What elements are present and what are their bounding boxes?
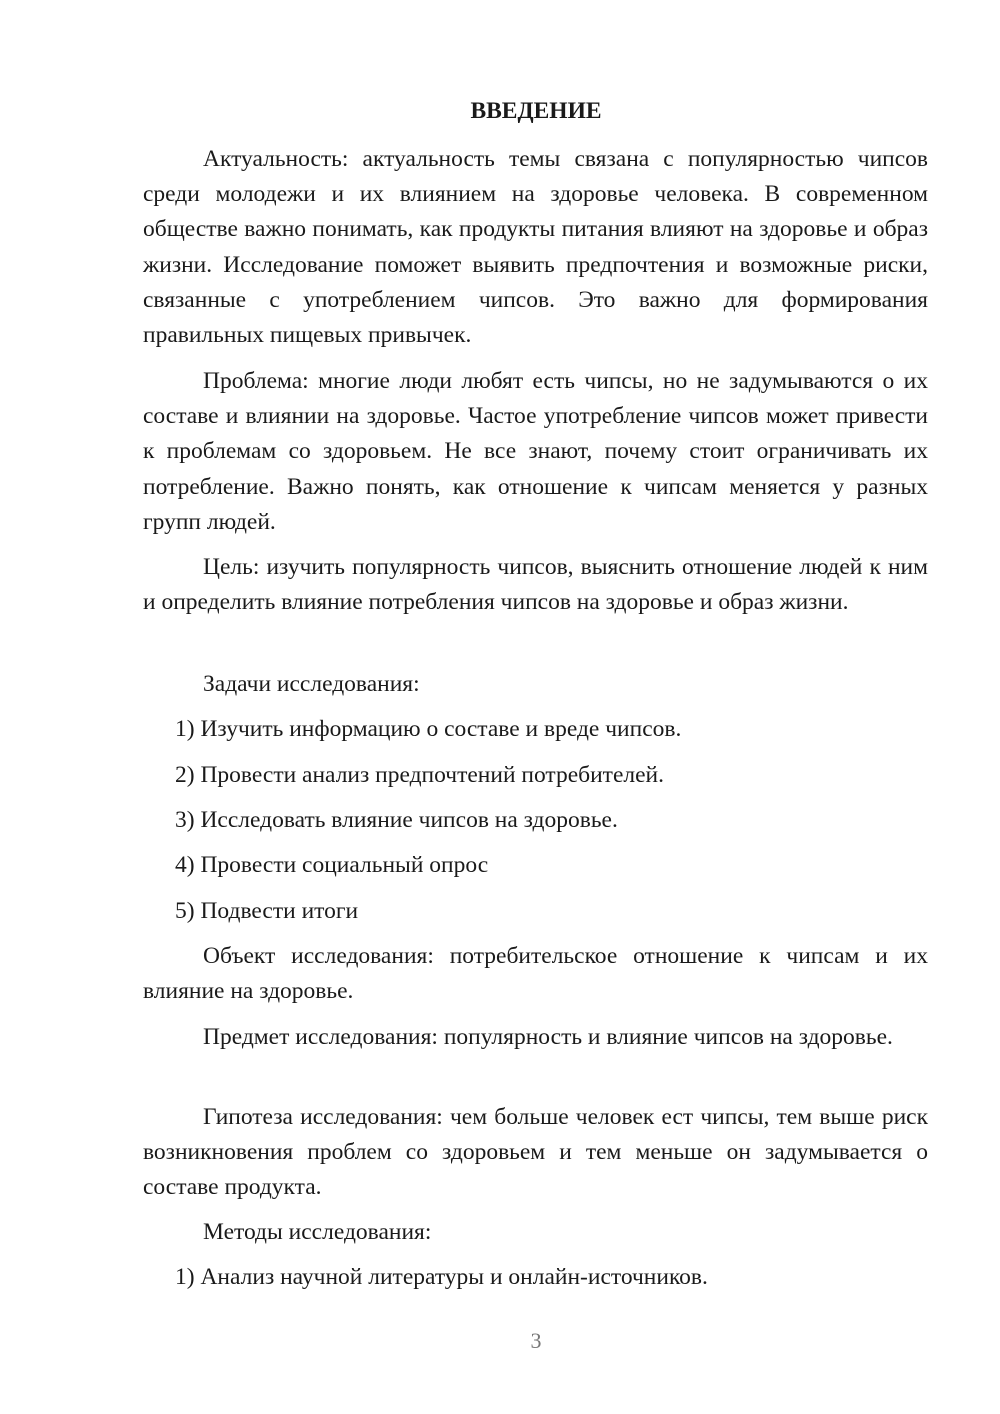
task-item-1: 1) Изучить информацию о составе и вреде чипсов.: [175, 716, 682, 742]
task-item-3: 3) Исследовать влияние чипсов на здоровье.: [175, 807, 618, 833]
page-number: 3: [530, 1328, 542, 1353]
tasks-heading: Задачи исследования:: [203, 671, 420, 697]
methods-heading: Методы исследования:: [203, 1219, 432, 1245]
method-item-1: 1) Анализ научной литературы и онлайн-источников.: [175, 1264, 708, 1290]
goal-paragraph: Цель: изучить популярность чипсов, выяснить отношение людей к ним и определить влияние потребления чипсов на здоровье и образ жизни.: [143, 554, 928, 616]
object-paragraph: Объект исследования: потребительское отношение к чипсам и их влияние на здоровье.: [143, 943, 928, 1005]
page-title: ВВЕДЕНИЕ: [470, 98, 602, 124]
subject-paragraph: Предмет исследования: популярность и влияние чипсов на здоровье.: [203, 1024, 893, 1050]
task-item-5: 5) Подвести итоги: [175, 898, 359, 924]
relevance-paragraph: Актуальность: актуальность темы связана с популярностью чипсов среди молодежи и их влиянием на здоровье человека. В современном обществе важно понимать, как продукты питания влияют на здоровье и образ жизни. Исследование поможет выявить предпочтения и возможные риски, связанные с употреблением чипсов. Это важно для формирования правильных пищевых привычек.: [143, 146, 928, 349]
hypothesis-paragraph: Гипотеза исследования: чем больше человек ест чипсы, тем выше риск возникновения проблем со здоровьем и тем меньше он задумывается о составе продукта.: [143, 1104, 928, 1201]
task-item-4: 4) Провести социальный опрос: [175, 852, 489, 878]
problem-paragraph: Проблема: многие люди любят есть чипсы, но не задумываются о их составе и влиянии на здоровье. Частое употребление чипсов может привести к проблемам со здоровьем. Не все знают, почему стоит ограничивать их потребление. Важно понять, как отношение к чипсам меняется у разных групп людей.: [143, 368, 928, 535]
task-item-2: 2) Провести анализ предпочтений потребителей.: [175, 762, 664, 788]
